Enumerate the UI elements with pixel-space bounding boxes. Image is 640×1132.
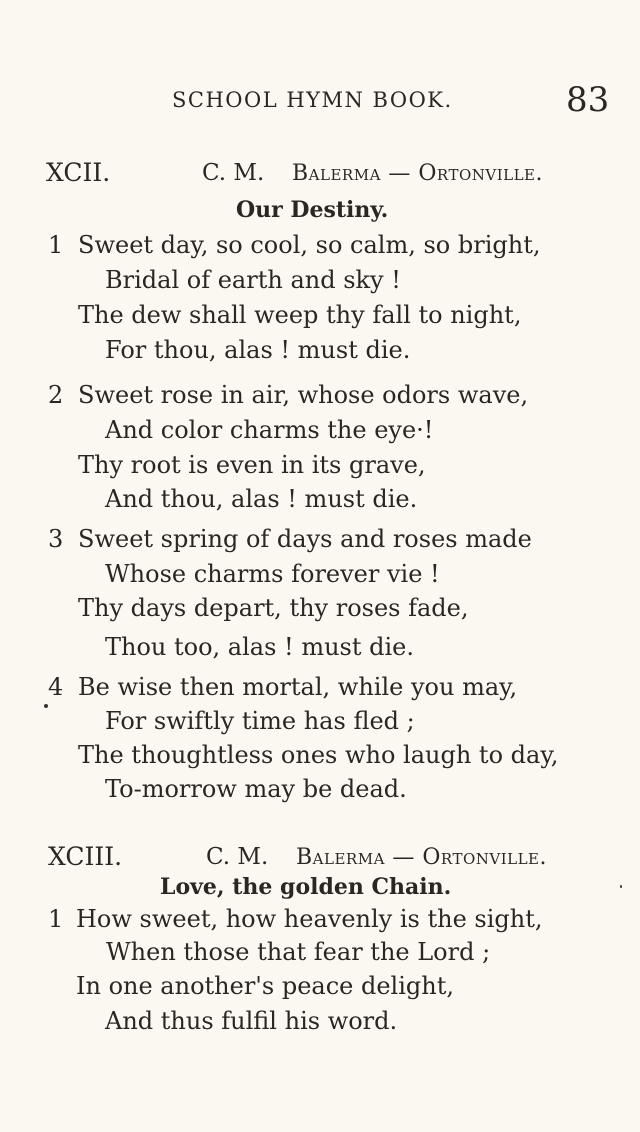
verse-line: Whose charms forever vie ! bbox=[105, 560, 440, 588]
tune-names: Balerma — Ortonville. bbox=[292, 161, 543, 186]
verse-line: Thy root is even in its grave, bbox=[78, 451, 426, 479]
verse-line: Thy days depart, thy roses fade, bbox=[78, 594, 469, 622]
verse-line: How sweet, how heavenly is the sight, bbox=[76, 905, 543, 933]
tune-names: Balerma — Ortonville. bbox=[296, 845, 547, 870]
ink-speck bbox=[44, 704, 48, 708]
verse-line: Sweet spring of days and roses made bbox=[78, 525, 532, 553]
hymn-title: Our Destiny. bbox=[236, 197, 389, 223]
hymn-title: Love, the golden Chain. bbox=[160, 874, 452, 900]
verse-line: And thus fulfil his word. bbox=[105, 1007, 398, 1035]
verse-line: Sweet day, so cool, so calm, so bright, bbox=[78, 231, 541, 259]
verse-line: For swiftly time has fled ; bbox=[105, 707, 415, 735]
hymn-number: XCII. bbox=[46, 158, 111, 187]
verse-number: 3 bbox=[48, 525, 64, 553]
page-number: 83 bbox=[566, 80, 610, 120]
verse-line: For thou, alas ! must die. bbox=[105, 336, 411, 364]
verse-number: 4 bbox=[48, 673, 64, 701]
verse-line: To-morrow may be dead. bbox=[105, 775, 407, 803]
verse-line: And thou, alas ! must die. bbox=[105, 485, 418, 513]
verse-line: Bridal of earth and sky ! bbox=[105, 266, 401, 294]
hymn-number: XCIII. bbox=[48, 842, 123, 871]
verse-number: 2 bbox=[48, 381, 64, 409]
verse-number: 1 bbox=[48, 231, 64, 259]
verse-number: 1 bbox=[48, 905, 64, 933]
meter: C. M. bbox=[206, 844, 269, 870]
verse-line: In one another's peace delight, bbox=[76, 972, 454, 1000]
verse-line: Sweet rose in air, whose odors wave, bbox=[78, 381, 529, 409]
verse-line: The dew shall weep thy fall to night, bbox=[78, 301, 522, 329]
running-head: SCHOOL HYMN BOOK. bbox=[172, 88, 453, 112]
verse-line: Thou too, alas ! must die. bbox=[105, 633, 414, 661]
ink-speck bbox=[620, 885, 622, 888]
verse-line: The thoughtless ones who laugh to day, bbox=[78, 741, 559, 769]
verse-line: Be wise then mortal, while you may, bbox=[78, 673, 518, 701]
meter: C. M. bbox=[202, 160, 265, 186]
verse-line: And color charms the eye·! bbox=[105, 416, 434, 444]
verse-line: When those that fear the Lord ; bbox=[106, 938, 491, 966]
